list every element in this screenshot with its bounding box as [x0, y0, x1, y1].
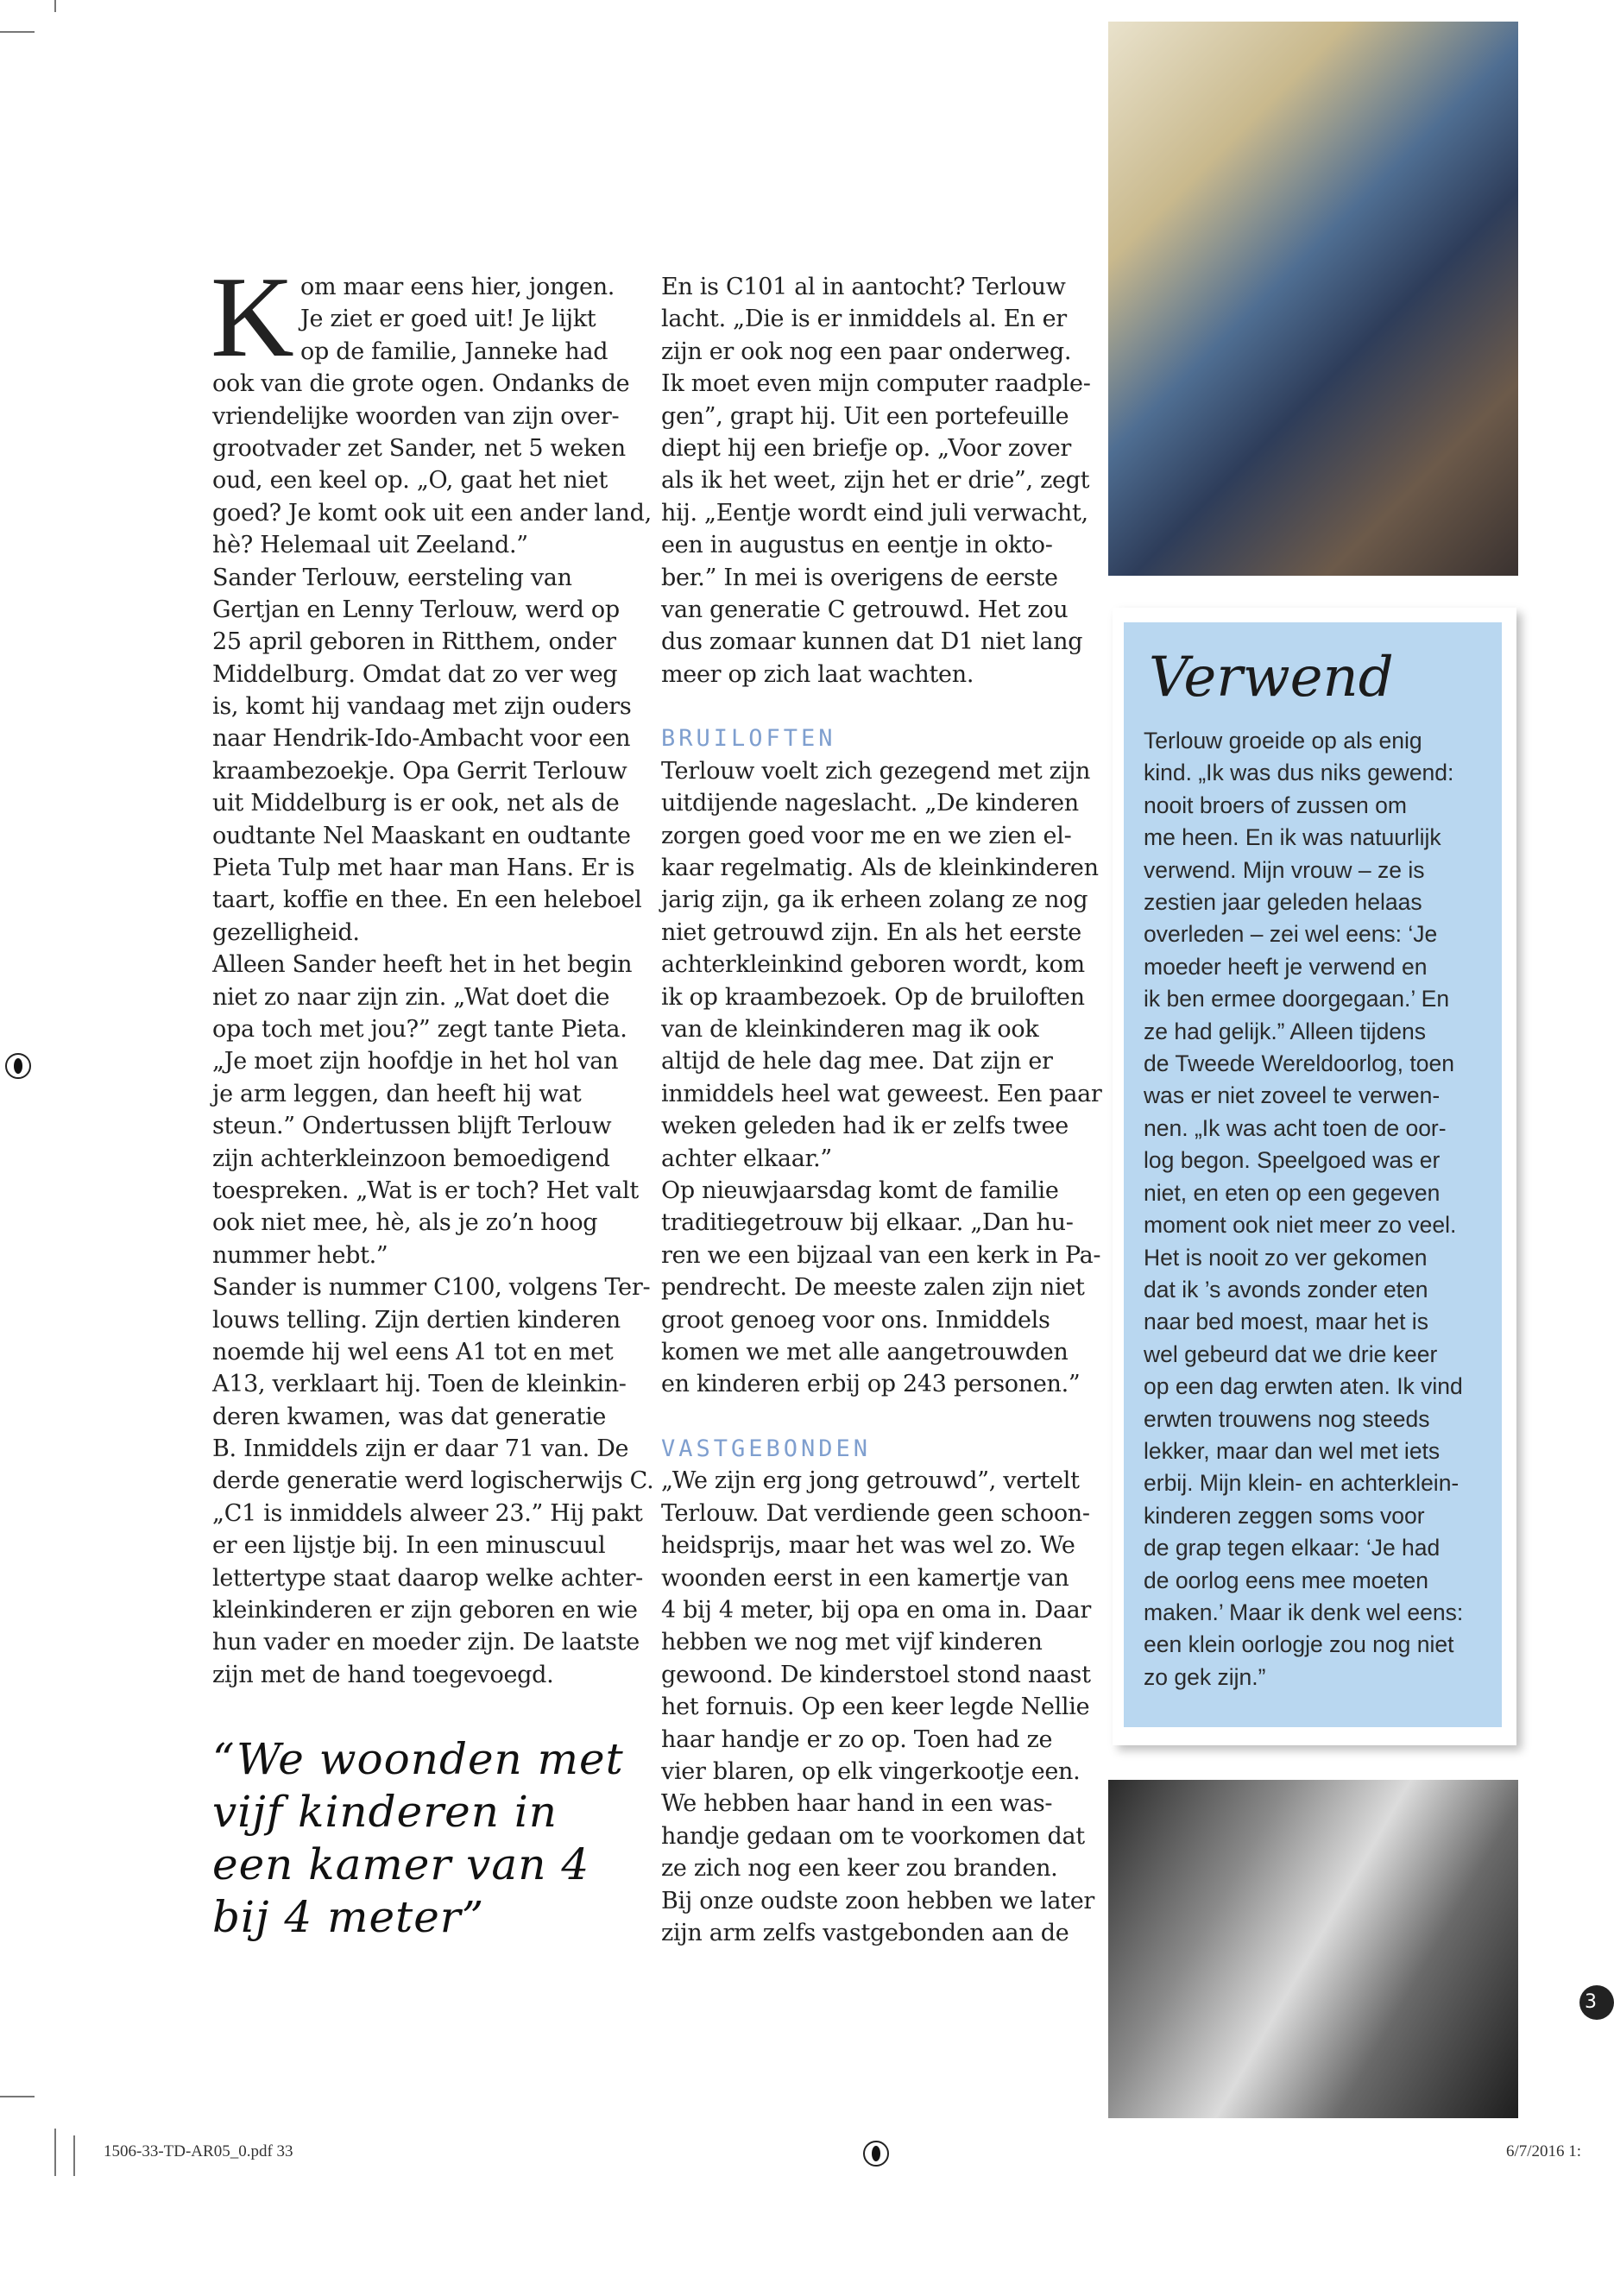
article-column-2: [661, 271, 1102, 1949]
text-line: niet, en eten op een gegeven: [1144, 1179, 1441, 1206]
page-number-tab: 3: [1579, 1985, 1614, 2020]
text-line: 25 april geboren in Ritthem, onder: [212, 628, 616, 656]
section-heading-bruiloften: BRUILOFTEN: [661, 725, 836, 753]
text-line: heidsprijs, maar het was wel zo. We: [661, 1532, 1075, 1560]
text-line: gezelligheid.: [212, 918, 360, 946]
text-line: een in augustus en eentje in okto-: [661, 532, 1053, 559]
text-line: zijn er ook nog een paar onderweg.: [661, 337, 1072, 365]
text-line: Bij onze oudste zoon hebben we later: [661, 1887, 1094, 1914]
text-line: kaar regelmatig. Als de kleinkinderen: [661, 855, 1099, 882]
text-line: hebben we nog met vijf kinderen: [661, 1629, 1043, 1656]
family-photo: [1108, 22, 1518, 576]
text-line: ze had gelijk.” Alleen tijdens: [1144, 1018, 1427, 1044]
text-line: oudtante Nel Maaskant en oudtante: [212, 822, 631, 849]
text-line: vijf kinderen in: [212, 1787, 558, 1837]
text-line: maken.’ Maar ik denk wel eens:: [1144, 1599, 1464, 1625]
text-line: B. Inmiddels zijn er daar 71 van. De: [212, 1435, 629, 1463]
text-line: niet zo naar zijn zin. „Wat doet die: [212, 983, 610, 1011]
text-line: uitdijende nageslacht. „De kinderen: [661, 790, 1079, 817]
text-line: noemde hij wel eens A1 tot en met: [212, 1338, 614, 1366]
text-line: steun.” Ondertussen blijft Terlouw: [212, 1113, 612, 1140]
text-line: “We woonden met: [212, 1734, 624, 1784]
text-line: toespreken. „Wat is er toch? Het valt: [212, 1176, 639, 1204]
crop-mark: [0, 31, 35, 33]
text-line: moeder heeft je verwend en: [1144, 953, 1428, 980]
text-line: niet getrouwd zijn. En als het eerste: [661, 918, 1081, 946]
text-line: vriendelijke woorden van zijn over-: [212, 402, 620, 430]
text-line: gen”, grapt hij. Uit een portefeuille: [661, 402, 1069, 430]
text-line: „Je moet zijn hoofdje in het hol van: [212, 1048, 619, 1075]
sidebar-title: Verwend: [1149, 646, 1394, 710]
text-line: deren kwamen, was dat generatie: [212, 1403, 607, 1430]
text-line: lacht. „Die is er inmiddels al. En er: [661, 306, 1067, 333]
text-line: ook van die grote ogen. Ondanks de: [212, 370, 630, 398]
text-line: om maar eens hier, jongen.: [300, 274, 615, 300]
text-line: een klein oorlogje zou nog niet: [1144, 1631, 1454, 1658]
text-line: overleden – zei wel eens: ‘Je: [1144, 921, 1438, 948]
text-line: Alleen Sander heeft het in het begin: [212, 951, 633, 979]
section-heading-vastgebonden: VASTGEBONDEN: [661, 1435, 872, 1463]
text-line: Middelburg. Omdat dat zo ver weg: [212, 660, 618, 688]
text-line: ren we een bijzaal van een kerk in Pa-: [661, 1241, 1101, 1269]
text-line: weken geleden had ik er zelfs twee: [661, 1113, 1069, 1140]
text-line: de grap tegen elkaar: ‘Je had: [1144, 1535, 1441, 1561]
text-line: pendrecht. De meeste zalen zijn niet: [661, 1274, 1085, 1302]
text-line: hun vader en moeder zijn. De laatste: [212, 1629, 640, 1656]
text-line: naar bed moest, maar het is: [1144, 1309, 1428, 1335]
text-line: Sander Terlouw, eersteling van: [212, 564, 572, 591]
drop-cap: K: [211, 253, 294, 381]
text-line: uit Middelburg is er ook, net als de: [212, 790, 620, 817]
text-line: moment ook niet meer zo veel.: [1144, 1212, 1457, 1239]
text-line: nooit broers of zussen om: [1144, 792, 1407, 818]
text-line: kleinkinderen er zijn geboren en wie: [212, 1597, 638, 1624]
text-line: was er niet zoveel te verwen-: [1144, 1082, 1441, 1109]
text-line: Pieta Tulp met haar man Hans. Er is: [212, 855, 635, 882]
text-line: zijn achterkleinzoon bemoedigend: [212, 1145, 610, 1172]
text-line: Op nieuwjaarsdag komt de familie: [661, 1176, 1059, 1204]
text-line: diept hij een briefje op. „Voor zover: [661, 434, 1072, 462]
text-line: Je ziet er goed uit! Je lijkt: [300, 306, 596, 333]
text-line: nen. „Ik was acht toen de oor-: [1144, 1114, 1447, 1141]
pull-quote: [212, 1733, 624, 1944]
text-line: achterkleinkind geboren wordt, kom: [661, 951, 1085, 979]
text-line: op de familie, Janneke had: [300, 337, 608, 365]
text-line: inmiddels heel wat geweest. Een paar: [661, 1080, 1102, 1107]
text-line: erbij. Mijn klein- en achterklein-: [1144, 1470, 1460, 1497]
spacer: [661, 1401, 1075, 1433]
text-line: een kamer van 4: [212, 1839, 590, 1889]
text-line: me heen. En ik was natuurlijk: [1144, 824, 1441, 851]
text-line: zo gek zijn.”: [1144, 1663, 1266, 1690]
article-column-1: [211, 253, 654, 1691]
text-line: kind. „Ik was dus niks gewend:: [1144, 760, 1454, 786]
text-line: Ik moet even mijn computer raadple-: [661, 370, 1091, 398]
text-line: zijn arm zelfs vastgebonden aan de: [661, 1919, 1069, 1946]
text-line: als ik het weet, zijn het er drie”, zegt: [661, 467, 1090, 495]
text-line: is, komt hij vandaag met zijn ouders: [212, 693, 632, 721]
text-line: dat ik ’s avonds zonder eten: [1144, 1276, 1428, 1303]
text-line: derde generatie werd logischerwijs C.: [212, 1467, 654, 1495]
text-line: groot genoeg voor ons. Inmiddels: [661, 1306, 1050, 1334]
text-line: taart, koffie en thee. En een heleboel: [212, 886, 642, 914]
text-line: ze zich nog een keer zou branden.: [661, 1855, 1058, 1883]
text-line: A13, verklaart hij. Toen de kleinkin-: [212, 1371, 627, 1398]
text-line: altijd de hele dag mee. Dat zijn er: [661, 1048, 1053, 1075]
text-line: ook niet mee, hè, als je zo’n hoog: [212, 1209, 598, 1237]
text-line: naar Hendrik-Ido-Ambacht voor een: [212, 725, 631, 753]
text-line: We hebben haar hand in een was-: [661, 1790, 1053, 1818]
text-line: er een lijstje bij. In een minuscuul: [212, 1532, 606, 1560]
text-line: hij. „Eentje wordt eind juli verwacht,: [661, 499, 1088, 527]
text-line: erwten trouwens nog steeds: [1144, 1405, 1430, 1432]
text-line: lekker, maar dan wel met iets: [1144, 1437, 1441, 1464]
sidebar-text: [1144, 725, 1463, 1694]
crop-mark: [73, 2135, 75, 2176]
text-line: Sander is nummer C100, volgens Ter-: [212, 1274, 651, 1302]
text-line: grootvader zet Sander, net 5 weken: [212, 434, 626, 462]
text-line: ik op kraambezoek. Op de bruiloften: [661, 983, 1085, 1011]
text-line: Gertjan en Lenny Terlouw, werd op: [212, 596, 620, 623]
text-line: gewoond. De kinderstoel stond naast: [661, 1661, 1091, 1688]
text-line: van de kleinkinderen mag ik ook: [661, 1015, 1039, 1043]
crop-mark: [54, 0, 56, 12]
text-line: handje gedaan om te voorkomen dat: [661, 1822, 1085, 1850]
text-line: kraambezoekje. Opa Gerrit Terlouw: [212, 757, 627, 785]
text-line: wel gebeurd dat we drie keer: [1144, 1340, 1438, 1367]
text-line: Het is nooit zo ver gekomen: [1144, 1244, 1428, 1271]
footer-date: 6/7/2016 1:: [1506, 2142, 1582, 2160]
text-line: oud, een keel op. „O, gaat het niet: [212, 467, 608, 495]
crop-mark: [54, 2129, 56, 2176]
text-line: Terlouw groeide op als enig: [1144, 728, 1422, 754]
text-line: meer op zich laat wachten.: [661, 660, 974, 688]
text-line: „We zijn erg jong getrouwd”, vertelt: [661, 1467, 1080, 1495]
text-line: hè? Helemaal uit Zeeland.”: [212, 532, 528, 559]
text-line: log begon. Speelgoed was er: [1144, 1147, 1441, 1174]
text-line: verwend. Mijn vrouw – ze is: [1144, 856, 1425, 883]
text-line: louws telling. Zijn dertien kinderen: [212, 1306, 621, 1334]
text-line: de oorlog eens mee moeten: [1144, 1567, 1428, 1593]
text-line: traditiegetrouw bij elkaar. „Dan hu-: [661, 1209, 1074, 1237]
text-line: zijn met de hand toegevoegd.: [212, 1661, 554, 1688]
text-line: zestien jaar geleden helaas: [1144, 889, 1422, 916]
text-line: Terlouw voelt zich gezegend met zijn: [661, 757, 1091, 785]
crop-mark: [0, 2096, 35, 2097]
text-line: lettertype staat daarop welke achter-: [212, 1564, 644, 1592]
text-line: zorgen goed voor me en we zien el-: [661, 822, 1072, 849]
text-line: woonden eerst in een kamertje van: [661, 1564, 1069, 1592]
text-line: bij 4 meter”: [212, 1892, 485, 1942]
text-line: komen we met alle aangetrouwden: [661, 1338, 1069, 1366]
text-line: jarig zijn, ga ik erheen zolang ze nog: [661, 886, 1088, 914]
text-line: ber.” In mei is overigens de eerste: [661, 564, 1058, 591]
text-line: goed? Je komt ook uit een ander land,: [212, 499, 652, 527]
text-line: Terlouw. Dat verdiende geen schoon-: [661, 1499, 1090, 1527]
text-line: je arm leggen, dan heeft hij wat: [212, 1080, 582, 1107]
registration-mark-icon: [863, 2141, 889, 2167]
footer-filename: 1506-33-TD-AR05_0.pdf 33: [104, 2142, 293, 2160]
text-line: „C1 is inmiddels alweer 23.” Hij pakt: [212, 1499, 643, 1527]
text-line: achter elkaar.”: [661, 1145, 832, 1172]
text-line: en kinderen erbij op 243 personen.”: [661, 1371, 1081, 1398]
text-line: op een dag erwten aten. Ik vind: [1144, 1373, 1463, 1400]
spacer: [661, 691, 1075, 722]
grandfather-photo: [1108, 1780, 1518, 2118]
text-line: kinderen zeggen soms voor: [1144, 1502, 1425, 1529]
text-line: het fornuis. Op een keer legde Nellie: [661, 1694, 1090, 1721]
text-line: ik ben ermee doorgegaan.’ En: [1144, 986, 1450, 1012]
text-line: 4 bij 4 meter, bij opa en oma in. Daar: [661, 1597, 1092, 1624]
text-line: En is C101 al in aantocht? Terlouw: [661, 274, 1066, 300]
text-line: vier blaren, op elk vingerkootje een.: [661, 1757, 1081, 1785]
text-line: nummer hebt.”: [212, 1241, 388, 1269]
text-line: haar handje er zo op. Toen had ze: [661, 1725, 1053, 1753]
text-line: dus zomaar kunnen dat D1 niet lang: [661, 628, 1083, 656]
text-line: opa toch met jou?” zegt tante Pieta.: [212, 1015, 627, 1043]
text-line: de Tweede Wereldoorlog, toen: [1144, 1050, 1454, 1077]
registration-mark-icon: [5, 1053, 31, 1079]
text-line: van generatie C getrouwd. Het zou: [661, 596, 1069, 623]
